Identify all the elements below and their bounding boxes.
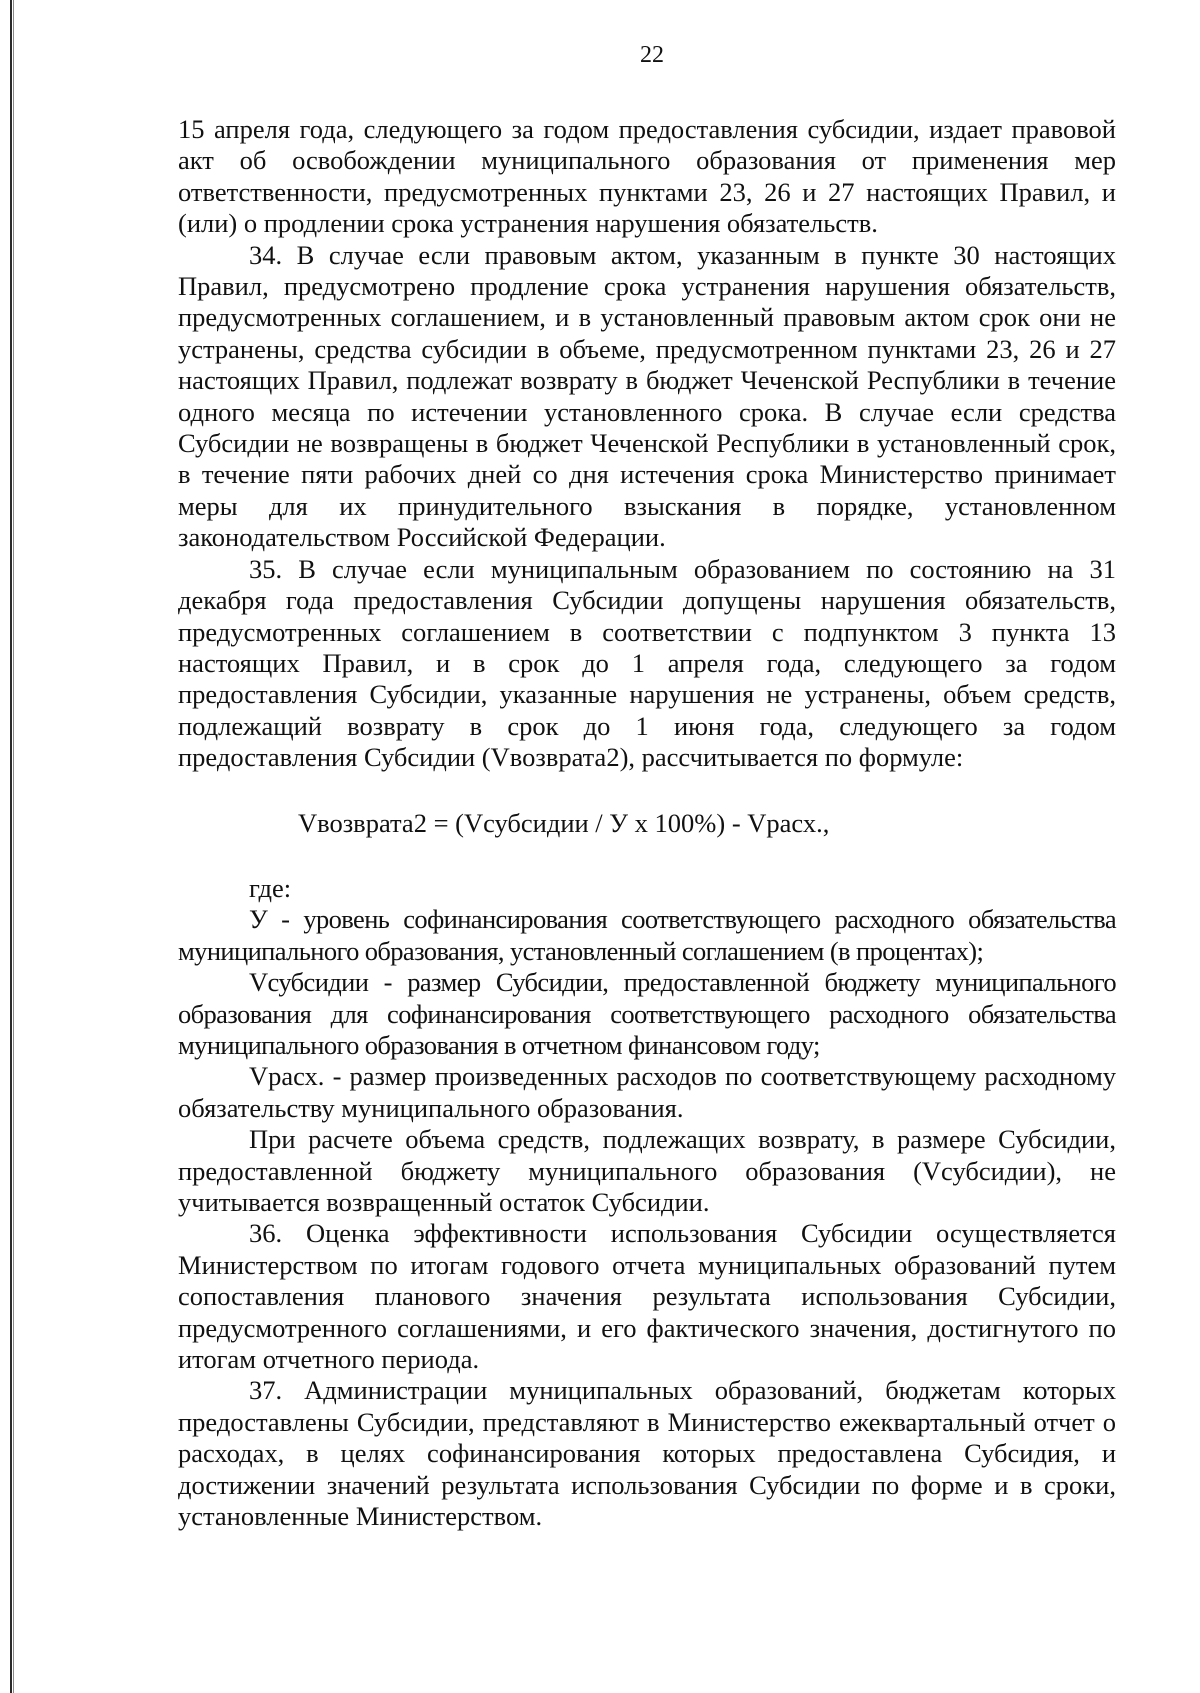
definition-vsubsidii: Vсубсидии - размер Субсидии, предоставленной бюджету муниципального образования для софинансирования соответствующего расходного обязательства муниципального образования в отчетном финансовом году; <box>178 967 1116 1060</box>
scan-border-line <box>10 0 12 1693</box>
paragraph-note: При расчете объема средств, подлежащих возврату, в размере Субсидии, предоставленной бюджету муниципального образования (Vсубсидии), не учитывается возвращенный остаток Субсидии. <box>178 1124 1116 1217</box>
document-page <box>178 40 1116 1532</box>
formula: Vвозврата2 = (Vсубсидии / У х 100%) - Vрасх., <box>298 807 830 838</box>
paragraph-35: 35. В случае если муниципальным образованием по состоянию на 31 декабря года предоставления Субсидии допущены нарушения обязательств, предусмотренных соглашением в соответствии с подпунктом 3 пункта 13 настоящих Правил, и в срок до 1 апреля года, следующего за годом предоставления Субсидии, указанные нарушения не устранены, объем средств, подлежащий возврату в срок до 1 июня года, следующего за годом предоставления Субсидии (Vвозврата2), рассчитывается по формуле: <box>178 553 1116 773</box>
paragraph-34: 34. В случае если правовым актом, указанным в пункте 30 настоящих Правил, предусмотрено продление срока устранения нарушения обязательств, предусмотренных соглашением, и в установленный правовым актом срок они не устранены, средства субсидии в объеме, предусмотренном пунктами 23, 26 и 27 настоящих Правил, подлежат возврату в бюджет Чеченской Республики в течение одного месяца по истечении установленного срока. В случае если средства Субсидии не возвращены в бюджет Чеченской Республики в установленный срок, в течение пяти рабочих дней со дня истечения срока Министерство принимает меры для их принудительного взыскания в порядке, установленном законодательством Российской Федерации. <box>178 239 1116 553</box>
paragraph-36: 36. Оценка эффективности использования Субсидии осуществляется Министерством по итогам годового отчета муниципальных образований путем сопоставления планового значения результата использования Субсидии, предусмотренного соглашениями, и его фактического значения, достигнутого по итогам отчетного периода. <box>178 1218 1116 1375</box>
paragraph-37: 37. Администрации муниципальных образований, бюджетам которых предоставлены Субсидии, представляют в Министерство ежеквартальный отчет о расходах, в целях софинансирования которых предоставлена Субсидия, и достижении значений результата использования Субсидии по форме и в сроки, установленные Министерством. <box>178 1375 1116 1532</box>
definition-vrasx: Vрасх. - размер произведенных расходов по соответствующему расходному обязательству муниципального образования. <box>178 1061 1116 1123</box>
page-number: 22 <box>640 42 664 68</box>
scan-border-line-inner <box>13 0 14 1693</box>
definition-u: У - уровень софинансирования соответствующего расходного обязательства муниципального образования, установленный соглашением (в процентах); <box>178 904 1116 966</box>
paragraph-continuation: 15 апреля года, следующего за годом предоставления субсидии, издает правовой акт об освобождении муниципального образования от применения мер ответственности, предусмотренных пунктами 23, 26 и 27 настоящих Правил, и (или) о продлении срока устранения нарушения обязательств. <box>178 114 1116 239</box>
formula-where-label: где: <box>249 872 292 903</box>
